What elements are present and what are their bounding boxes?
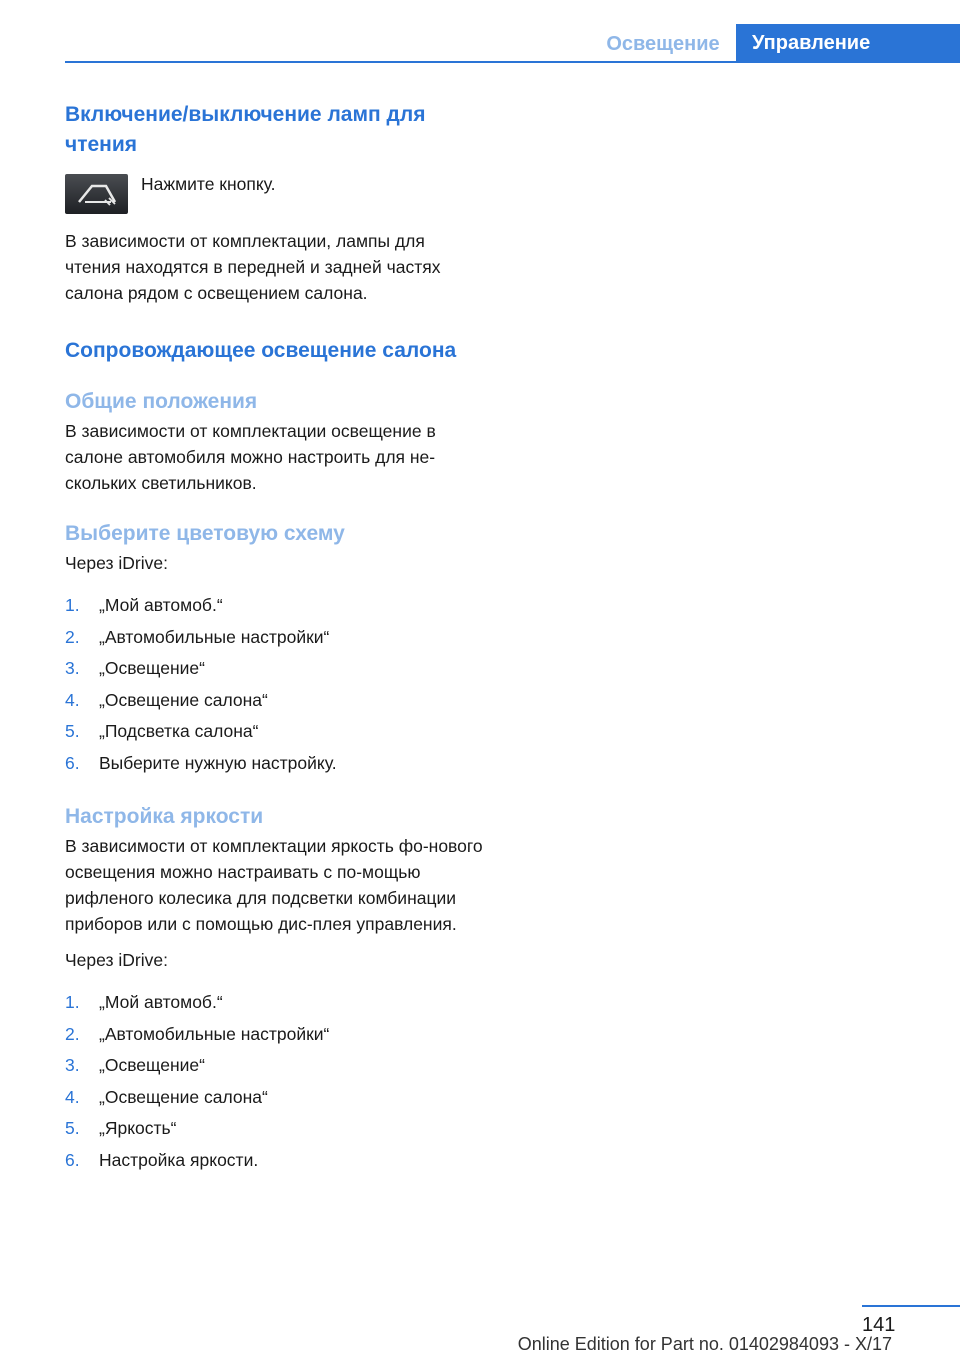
list-item: 4. „Освещение салона“ bbox=[65, 1086, 268, 1107]
general-title: Общие положения bbox=[65, 390, 258, 413]
brightness-title: Настройка яркости bbox=[65, 805, 264, 828]
list-item: 2. „Автомобильные настройки“ bbox=[65, 1023, 330, 1044]
brightness-text: В зависимости от комплектации яркость фо-нового освещения можно настраивать с по-мощью рифленого колесика для подсветки комбинации приборов или с помощью дис-плея управления. bbox=[65, 836, 483, 934]
reading-lamp-icon bbox=[65, 174, 128, 214]
list-item: 6. Выберите нужную настройку. bbox=[65, 752, 337, 773]
footer-rule bbox=[862, 1305, 960, 1307]
page-number: 141 bbox=[862, 1314, 896, 1336]
reading-lamps-title: Включение/выключение ламп для чтения bbox=[65, 103, 426, 156]
list-item: 6. Настройка яркости. bbox=[65, 1149, 259, 1170]
list-item: 3. „Освещение“ bbox=[65, 658, 205, 678]
color-steps-list bbox=[65, 592, 485, 781]
general-text: В зависимости от комплектации освещение в салоне автомобиля можно настроить для не-скольких светильников. bbox=[65, 421, 436, 493]
button-instruction bbox=[65, 174, 485, 214]
list-item: 5. „Яркость“ bbox=[65, 1118, 177, 1138]
list-item: 5. „Подсветка салона“ bbox=[65, 721, 259, 741]
via-idrive-label: Через iDrive: bbox=[65, 553, 168, 573]
section-tab[interactable]: Освещение bbox=[606, 33, 720, 55]
brightness-steps-list bbox=[65, 989, 485, 1178]
list-item: 4. „Освещение салона“ bbox=[65, 689, 268, 710]
list-item: 2. „Автомобильные настройки“ bbox=[65, 626, 330, 647]
reading-lamps-text: В зависимости от комплектации, лампы для чтения находятся в передней и задней частях салона рядом с освещением салона. bbox=[65, 231, 441, 303]
via-idrive-label: Через iDrive: bbox=[65, 950, 168, 970]
list-item: 1. „Мой автомоб.“ bbox=[65, 992, 223, 1012]
chapter-tab[interactable]: Управление bbox=[736, 24, 960, 63]
list-item: 1. „Мой автомоб.“ bbox=[65, 595, 223, 615]
button-hint: Нажмите кнопку. bbox=[141, 174, 276, 194]
edition-note: Online Edition for Part no. 01402984093 - X/17 bbox=[517, 1334, 892, 1354]
ambient-title: Сопровождающее освещение салона bbox=[65, 339, 457, 362]
page-content bbox=[65, 100, 485, 1178]
color-scheme-title: Выберите цветовую схему bbox=[65, 522, 345, 545]
list-item: 3. „Освещение“ bbox=[65, 1055, 205, 1075]
